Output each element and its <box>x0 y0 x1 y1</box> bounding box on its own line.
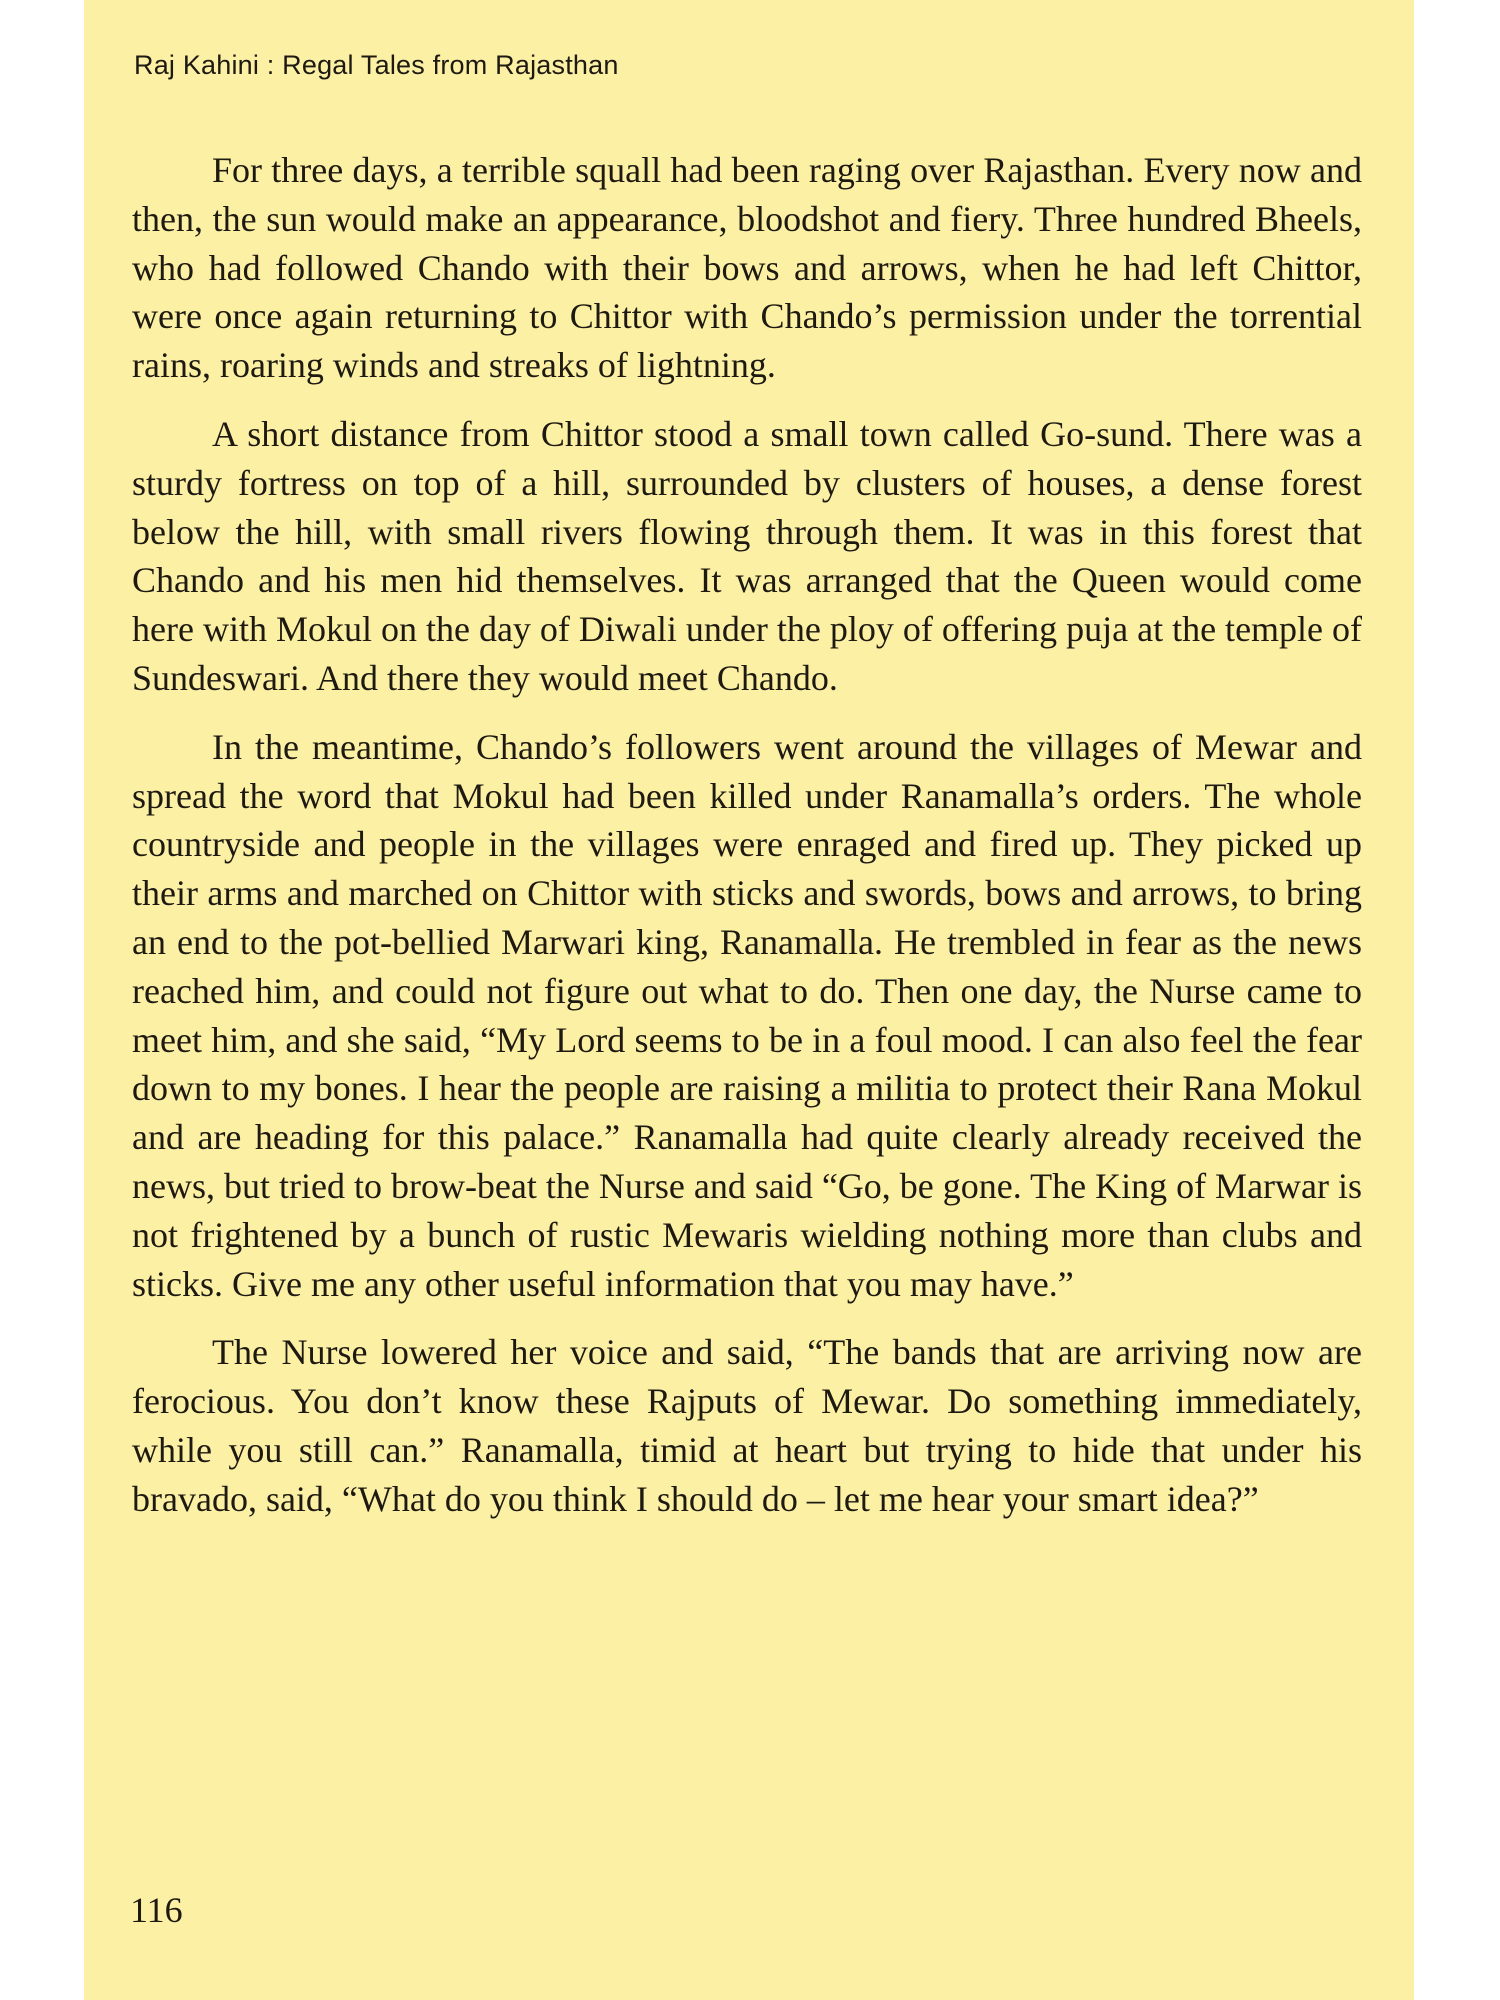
page-number: 116 <box>130 1890 183 1930</box>
paragraph-go-sund: A short distance from Chittor stood a small town called Go-sund. There was a sturdy fortress on top of a hill, surrounded by clusters of houses, a dense forest below the hill, with small rivers flowing through them. It was in this forest that Chando and his men hid themselves. It was arranged that the Queen would come here with Mokul on the day of Diwali under the ploy of offering puja at the temple of Sundeswari. And there they would meet Chando. <box>132 413 1363 698</box>
running-header: Raj Kahini : Regal Tales from Rajasthan <box>134 50 619 80</box>
paragraph-nurse: The Nurse lowered her voice and said, “The bands that are arriving now are ferocious. You don’t know these Rajputs of Mewar. Do something immediately, while you still can.” Ranamalla, timid at heart but trying to hide that under his bravado, said, “What do you think I should do – let me hear your smart idea?” <box>132 1332 1362 1519</box>
paragraph-meantime: In the meantime, Chando’s followers went around the villages of Mewar and spread the word that Mokul had been killed under Ranamalla’s orders. The whole countryside and people in the villages were enraged and fired up. They picked up their arms and marched on Chittor with sticks and swords, bows and arrows, to bring an end to the pot-bellied Marwari king, Ranamalla. He trembled in fear as the news reached him, and could not figure out what to do. Then one day, the Nurse came to meet him, and she said, “My Lord seems to be in a foul mood. I can also feel the fear down to my bones. I hear the people are raising a militia to protect their Rana Mokul and are heading for this palace.” Ranamalla had quite clearly already received the news, but tried to brow-beat the Nurse and said “Go, be gone. The King of Marwar is not frightened by a bunch of rustic Mewaris wielding nothing more than clubs and sticks. Give me any other useful information that you may have.” <box>132 726 1363 1304</box>
body-text <box>132 146 1362 1544</box>
paragraph-squall: For three days, a terrible squall had been raging over Rajasthan. Every now and then, the sun would make an appearance, bloodshot and fiery. Three hundred Bheels, who had followed Chando with their bows and arrows, when he had left Chittor, were once again returning to Chittor with Chando’s permission under the torrential rains, roaring winds and streaks of lightning. <box>132 150 1362 386</box>
book-page <box>84 0 1414 2000</box>
